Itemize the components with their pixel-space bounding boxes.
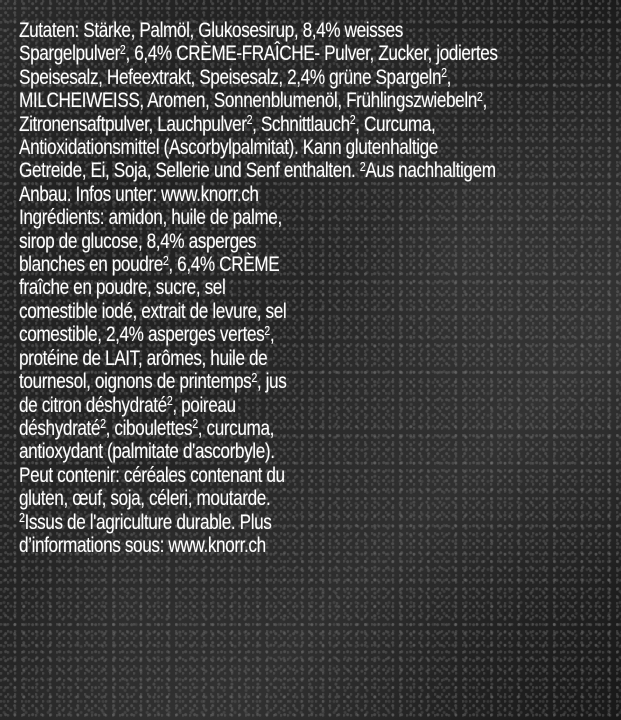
superscript-marker: 2 (264, 322, 270, 338)
de-line-6 (19, 136, 620, 159)
text-run: $^2$, (264, 322, 275, 347)
superscript-marker: 2 (100, 416, 106, 432)
text-run: Issus de l'agriculture durable. Plus (24, 510, 272, 534)
text-run: Ingrédients: amidon, huile de palme, (19, 206, 282, 230)
text-run: Zutaten: Stärke, Palmöl, Glukosesirup, 8,4% weisses (19, 19, 403, 42)
de-line-1 (19, 19, 620, 42)
text-run: MILCHEIWEISS, Aromen, Sonnenblumenöl, Frühlingszwiebeln (19, 89, 477, 113)
superscript-marker: 2 (441, 65, 447, 81)
superscript-marker: 2 (166, 393, 173, 408)
superscript-marker: 2 (251, 369, 257, 385)
fr-line-15 (19, 534, 620, 557)
text-run: $^2$, Schnittlauch (246, 112, 350, 136)
text-run: fraîche en poudre, sucre, sel (19, 276, 226, 300)
text-run: $^2$, (441, 65, 452, 89)
text-run: $^2$, (476, 88, 487, 113)
text-run: Spargelpulver (19, 42, 120, 66)
text-run: $^2$, ciboulettes (100, 416, 193, 440)
text-run: Anbau. Infos unter: www.knorr.ch (19, 182, 259, 206)
fr-line-4 (19, 276, 620, 299)
text-run: blanches en poudre (19, 253, 163, 277)
ingredients-french (19, 206, 620, 557)
text-run: $^2$, Curcuma, (349, 112, 436, 136)
text-run: $^2$, 6,4% CRÈME-FRAÎCHE- Pulver, Zucker, jodiertes (119, 41, 498, 66)
text-run: comestible, 2,4% asperges vertes (19, 323, 265, 347)
text-run: déshydraté (19, 416, 101, 440)
fr-line-13 (19, 487, 620, 510)
superscript-marker: 2 (162, 252, 169, 268)
text-run: antioxydant (palmitate d'ascorbyle). (19, 440, 275, 464)
superscript-marker: 2 (476, 88, 483, 104)
de-line-2 (19, 42, 620, 65)
text-run: protéine de LAIT, arômes, huile de (19, 346, 268, 370)
de-line-5 (19, 113, 620, 136)
ingredients-german (19, 19, 620, 206)
fr-line-14 (19, 511, 620, 534)
ingredient-text-block (19, 19, 620, 557)
de-line-4 (19, 89, 620, 112)
fr-line-8 (19, 370, 620, 393)
text-run: gluten, œuf, soja, céleri, moutarde. (19, 487, 271, 511)
fr-line-12 (19, 464, 620, 487)
text-run: d’informations sous: www.knorr.ch (19, 533, 266, 557)
fr-line-3 (19, 253, 620, 276)
de-line-7 (19, 159, 620, 182)
text-run: sirop de glucose, 8,4% asperges (19, 229, 257, 253)
fr-line-7 (19, 347, 620, 370)
superscript-marker: 2 (119, 41, 126, 57)
superscript-marker: 2 (192, 416, 198, 432)
text-run: Speisesalz, Hefeextrakt, Speisesalz, 2,4% grüne Spargeln (19, 65, 442, 89)
fr-line-10 (19, 417, 620, 440)
text-run: Zitronensaftpulver, Lauchpulver (19, 112, 247, 136)
superscript-marker: 2 (246, 112, 253, 128)
text-run: $^2$, curcuma, (192, 416, 275, 440)
text-run: $^2$, poireau (166, 393, 236, 417)
de-line-8 (19, 183, 620, 206)
fr-line-5 (19, 300, 620, 323)
fr-line-2 (19, 230, 620, 253)
superscript-marker: 2 (349, 112, 356, 128)
text-run: comestible iodé, extrait de levure, sel (19, 299, 287, 323)
text-run: de citron déshydraté (19, 393, 167, 417)
text-run: Aus nachhaltigem (365, 159, 496, 183)
fr-line-1 (19, 206, 620, 229)
text-run: $^2$, 6,4% CRÈME (162, 252, 280, 277)
text-run: Getreide, Ei, Soja, Sellerie und Senf enthalten. (19, 159, 360, 183)
superscript-marker: 2 (19, 510, 25, 526)
superscript-marker: 2 (359, 158, 366, 174)
text-run: tournesol, oignons de printemps (19, 370, 252, 394)
text-run: $^2$, jus (251, 369, 287, 394)
fr-line-6 (19, 323, 620, 346)
de-line-3 (19, 66, 620, 89)
text-run: Antioxidationsmittel (Ascorbylpalmitat). Kann glutenhaltige (19, 136, 438, 160)
fr-line-9 (19, 394, 620, 417)
fr-line-11 (19, 440, 620, 463)
text-run: Peut contenir: céréales contenant du (19, 463, 285, 487)
